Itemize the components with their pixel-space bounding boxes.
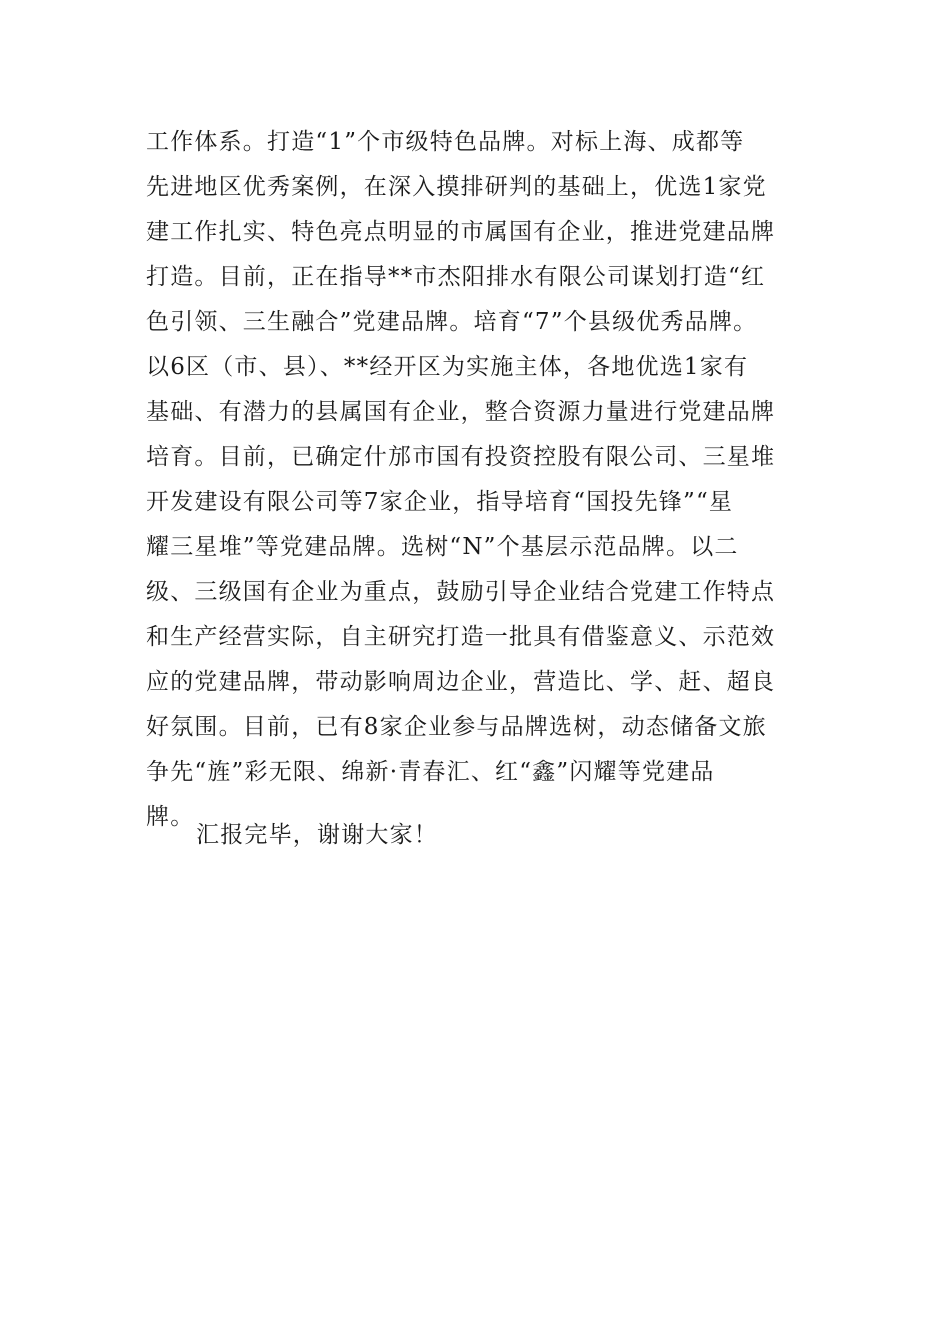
- paragraph-line: 和生产经营实际，自主研究打造一批具有借鉴意义、示范效: [146, 624, 776, 650]
- paragraph-line: 先进地区优秀案例，在深入摸排研判的基础上，优选1家党: [146, 174, 767, 200]
- paragraph-line: 好氛围。目前，已有8家企业参与品牌选树，动态储备文旅: [146, 714, 767, 740]
- paragraph-line: 基础、有潜力的县属国有企业，整合资源力量进行党建品牌: [146, 399, 776, 425]
- body-paragraph: [146, 120, 816, 840]
- paragraph-line: 级、三级国有企业为重点，鼓励引导企业结合党建工作特点: [146, 579, 776, 605]
- closing-remark: 汇报完毕，谢谢大家！: [196, 822, 438, 848]
- paragraph-line: 耀三星堆”等党建品牌。选树“N”个基层示范品牌。以二: [146, 534, 739, 560]
- paragraph-line: 牌。: [146, 804, 195, 830]
- paragraph-line: 以6区（市、县）、**经开区为实施主体，各地优选1家有: [146, 354, 749, 380]
- paragraph-line: 培育。目前，已确定什邡市国有投资控股有限公司、三星堆: [146, 444, 776, 470]
- paragraph-line: 打造。目前，正在指导**市杰阳排水有限公司谋划打造“红: [146, 264, 766, 290]
- paragraph-line: 应的党建品牌，带动影响周边企业，营造比、学、赶、超良: [146, 669, 776, 695]
- paragraph-line: 建工作扎实、特色亮点明显的市属国有企业，推进党建品牌: [146, 219, 776, 245]
- paragraph-line: 开发建设有限公司等7家企业，指导培育“国投先锋”“星: [146, 489, 734, 515]
- paragraph-line: 色引领、三生融合”党建品牌。培育“7”个县级优秀品牌。: [146, 309, 758, 335]
- paragraph-line: 争先“旌”彩无限、绵新·青春汇、红“鑫”闪耀等党建品: [146, 759, 715, 785]
- paragraph-line: 工作体系。打造“1”个市级特色品牌。对标上海、成都等: [146, 129, 745, 155]
